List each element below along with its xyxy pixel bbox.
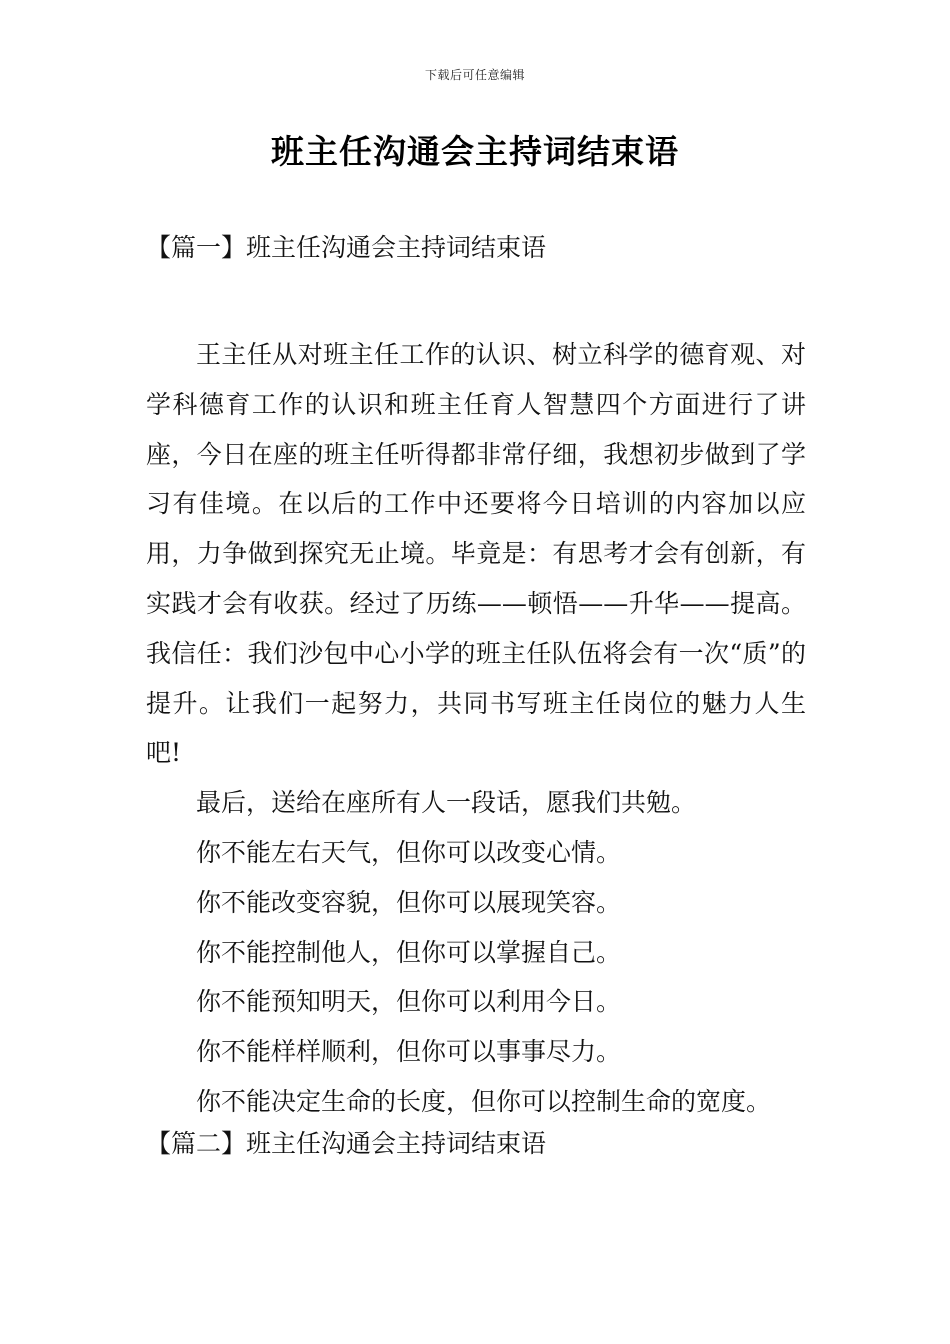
section-heading-1: 【篇一】班主任沟通会主持词结束语 <box>146 233 547 262</box>
document-title: 班主任沟通会主持词结束语 <box>271 132 679 171</box>
body-paragraph-5: 你不能控制他人，但你可以掌握自己。 <box>196 937 622 967</box>
body-paragraph-3: 你不能左右天气，但你可以改变心情。 <box>196 837 622 867</box>
body-paragraph-7: 你不能样样顺利，但你可以事事尽力。 <box>196 1037 622 1067</box>
body-paragraph-6: 你不能预知明天，但你可以利用今日。 <box>196 987 622 1017</box>
body-paragraph-1: 王主任从对班主任工作的认识、树立科学的德育观、对学科德育工作的认识和班主任育人智慧四个方面进行了讲座，今日在座的班主任听得都非常仔细，我想初步做到了学习有佳境。在以后的工作中还要将今日培训的内容加以应用，力争做到探究无止境。毕竟是：有思考才会有创新，有实践才会有收获。经过了历练——顿悟——升华——提高。我信任：我们沙包中心小学的班主任队伍将会有一次“质”的提升。让我们一起努力，共同书写班主任岗位的魅力人生吧! <box>146 340 806 768</box>
body-paragraph-2: 最后，送给在座所有人一段话，愿我们共勉。 <box>196 788 697 818</box>
body-paragraph-4: 你不能改变容貌，但你可以展现笑容。 <box>196 887 622 917</box>
body-paragraph-8: 你不能决定生命的长度，但你可以控制生命的宽度。 <box>196 1086 772 1116</box>
section-1-body <box>146 330 806 1127</box>
section-heading-2: 【篇二】班主任沟通会主持词结束语 <box>146 1129 547 1158</box>
header-note: 下载后可任意编辑 <box>424 68 525 82</box>
